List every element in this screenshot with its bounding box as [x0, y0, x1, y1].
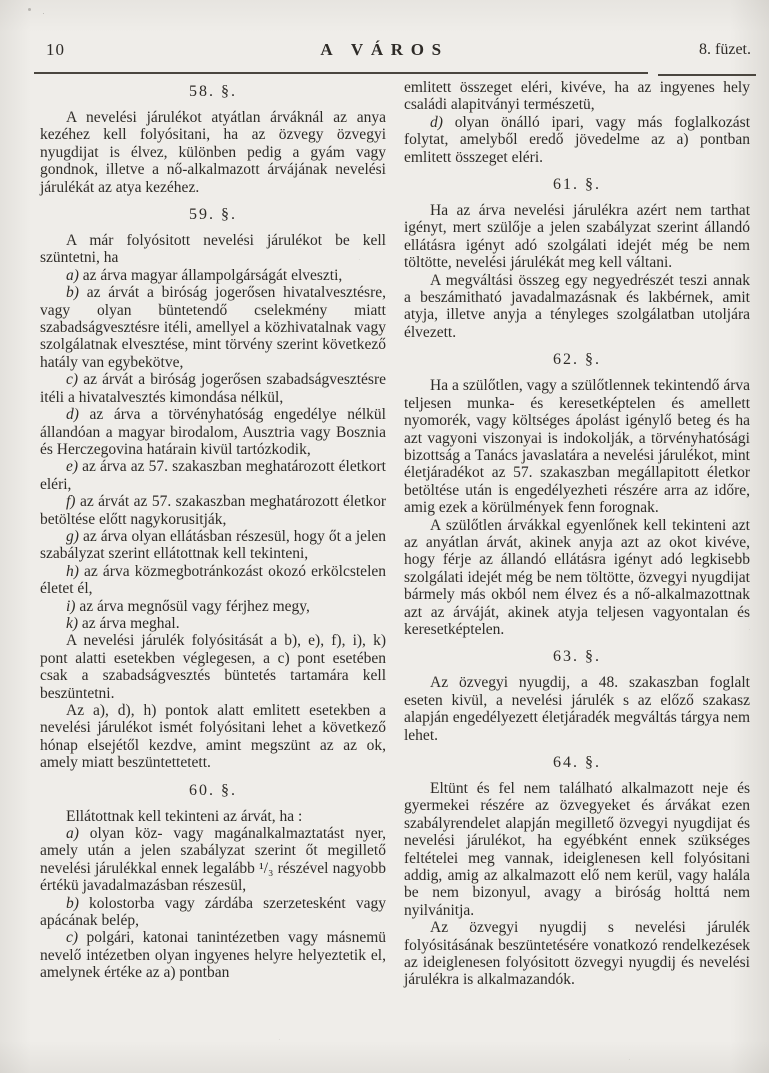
- list-marker: b): [66, 894, 90, 912]
- paragraph: c) polgári, katonai tanintézetben vagy másnemü nevelő intézetben olyan ingyenes helyre helyeztetik el, amelynek értéke az a) pontban: [40, 929, 387, 982]
- list-marker: d): [66, 406, 90, 424]
- paragraph: A már folyósitott nevelési járulékot be kell szüntetni, ha: [40, 232, 386, 267]
- paragraph: Ellátottnak kell tekinteni az árvát, ha :: [66, 807, 303, 825]
- right-column: [404, 79, 750, 1067]
- paragraph: e) az árva az 57. szakaszban meghatározott életkort eléri,: [40, 458, 386, 493]
- page-header: [0, 40, 769, 64]
- list-marker: d): [430, 113, 455, 131]
- paragraph: Ha a szülőtlen, vagy a szülőtlennek tekintendő árva teljesen munka- és keresetképtelen és amellett nyomorék, vagy költséges ápolást igénylő beteg és ha azt vagyoni viszonyai is indokolják, a törvényhatósági bizottság a Tanács javaslatára a nevelési járulékot, mint életjáradékot az 57. szakaszban megállapitott életkor betöltése után is engedélyezheti részére arra az időre, amig ezek a körülmények fenn forognak.: [404, 377, 750, 517]
- paragraph: k) az árva meghal.: [66, 614, 180, 632]
- section-heading: 64. §.: [553, 754, 601, 771]
- paragraph: h) az árva közmegbotránkozást okozó erkölcstelen életet él,: [40, 562, 386, 598]
- list-marker: g): [66, 527, 83, 545]
- paragraph: a) olyan köz- vagy magánalkalmaztatást nyer, amely után a jelen szabályzat szerint őt megillető nevelési járulékkal ennek legalább ¹/₃ részével nagyobb értékü javadalmazásban részesül,: [40, 825, 386, 895]
- paragraph: i) az árva megnősül vagy férjhez megy,: [66, 597, 310, 615]
- list-marker: k): [66, 614, 82, 632]
- paragraph: emlitett összeget eléri, kivéve, ha az ingyenes hely családi alapitványi természetü,: [404, 79, 750, 114]
- section-heading: 60. §.: [189, 781, 237, 799]
- section-heading: 63. §.: [553, 648, 601, 666]
- section-heading: 59. §.: [189, 206, 237, 224]
- paragraph: A nevelési járulékot atyátlan árváknál az anya kezéhez kell folyósitani, ha az özvegy özvegyi nyugdijat is élvez, különben pedig a gyám vagy gondnok, illetve a nő-alkalmazott árvájának nevelési járulékát az atya kezéhez.: [40, 109, 386, 196]
- paragraph: f) az árvát az 57. szakaszban meghatározott életkor betöltése előtt nagykorusitják,: [40, 493, 386, 528]
- list-marker: b): [66, 284, 87, 302]
- paragraph: d) az árva a törvényhatóság engedélye nélkül állandóan a magyar birodalom, Ausztria vagy Bosznia és Herczegovina határain kivül tartózkodik,: [40, 406, 386, 458]
- list-marker: i): [66, 597, 80, 615]
- section-heading: 62. §.: [553, 351, 601, 369]
- paragraph: Ha az árva nevelési járulékra azért nem tarthat igényt, mert szülője a jelen szabályzat szerint állandó ellátásra igényt adó szolgálati idejét még be nem töltötte, nevelési járulékát meg kell váltani.: [404, 202, 750, 272]
- paragraph: A megváltási összeg egy negyedrészét teszi annak a beszámitható javadalmazásnak és lakbérnek, amit atyja, illetve anyja a tényleges szolgálatban utoljára élvezett.: [404, 271, 750, 341]
- journal-title: A VÁROS: [320, 40, 449, 59]
- issue-label: 8. füzet.: [699, 41, 751, 58]
- paragraph: c) az árvát a biróság jogerősen szabadságvesztésre itéli a hivatalvesztés kimondása nélkül,: [40, 371, 387, 406]
- paragraph: Az özvegyi nyugdij s nevelési járulék folyósitásának beszüntetésére vonatkozó rendelkezések az ideiglenesen folyósitott özvegyi nyugdij és nevelési járulékra is alkalmazandók.: [404, 919, 750, 989]
- paragraph: A nevelési járulék folyósitását a b), e), f), i), k) pont alatti esetekben véglegesen, a c) pont esetében csak a szabadságvesztés büntetés tartamára kell beszüntetni.: [40, 632, 386, 702]
- paragraph: b) kolostorba vagy zárdába szerzetesként vagy apácának belép,: [40, 894, 386, 930]
- left-column: [40, 79, 386, 1067]
- list-marker: a): [66, 825, 90, 843]
- list-marker: c): [66, 929, 87, 947]
- page-number: 10: [46, 40, 65, 59]
- header-rule-issue: [658, 74, 756, 76]
- list-marker: c): [66, 371, 84, 389]
- list-marker: f): [66, 493, 80, 511]
- list-marker: e): [66, 458, 83, 476]
- paragraph: Eltünt és fel nem található alkalmazott neje és gyermekei részére az özvegyeket és árvákat ezen szabályrendelet alapján megillető özvegyi nyugdijat és nevelési járulékot, ha egyébként ennek szükséges feltételei meg vannak, ideiglenesen kell folyósitani addig, amig az alkalmazott elő nem kerül, vagy halála be nem bizonyul, avagy a biróság holttá nem nyilvánitja.: [404, 780, 750, 919]
- text-columns: [40, 79, 750, 1067]
- paragraph: a) az árva magyar állampolgárságát elveszti,: [66, 266, 343, 284]
- paragraph: b) az árvát a biróság jogerősen hivatalvesztésre, vagy olyan büntetendő cselekmény miatt szabadságvesztésre itéli, amellyel a közhivatalnak vagy szolgálatnak elvesztése, mint törvény szerint következő hatály van egybekötve,: [40, 284, 386, 371]
- section-heading: 61. §.: [553, 176, 601, 194]
- section-heading: 58. §.: [189, 83, 237, 100]
- paragraph: A szülőtlen árvákkal egyenlőnek kell tekinteni azt az anyátlan árvát, akinek anyja azt az okot kivéve, hogy férje az állandó ellátásra igényt adó legkisebb szolgálati idejét még be nem töltötte, özvegyi nyugdijat bármely más okból nem élvez és a nő-alkalmazottnak azt az árváját, akinek atyja teljesen vagyontalan és keresetképtelen.: [404, 516, 750, 638]
- list-marker: a): [66, 266, 83, 284]
- paragraph: Az özvegyi nyugdij, a 48. szakaszban foglalt eseten kivül, a nevelési járulék s az előző szakasz alapján engedélyezett életjáradék megváltás tárgya nem lehet.: [404, 674, 750, 744]
- paragraph: d) olyan önálló ipari, vagy más foglalkozást folytat, amelyből eredő jövedelme az a) pontban emlitett összeget eléri.: [404, 113, 750, 166]
- header-rule-main: [34, 72, 648, 74]
- list-marker: h): [66, 562, 85, 580]
- paragraph: g) az árva olyan ellátásban részesül, hogy őt a jelen szabályzat szerint ellátottnak kell tekinteni,: [40, 527, 386, 563]
- paragraph: Az a), d), h) pontok alatt emlitett esetekben a nevelési járulékot ismét folyósitani lehet a következő hónap elsejétől kezdve, amint megszünt az az ok, amely miatt beszüntettetett.: [40, 702, 386, 772]
